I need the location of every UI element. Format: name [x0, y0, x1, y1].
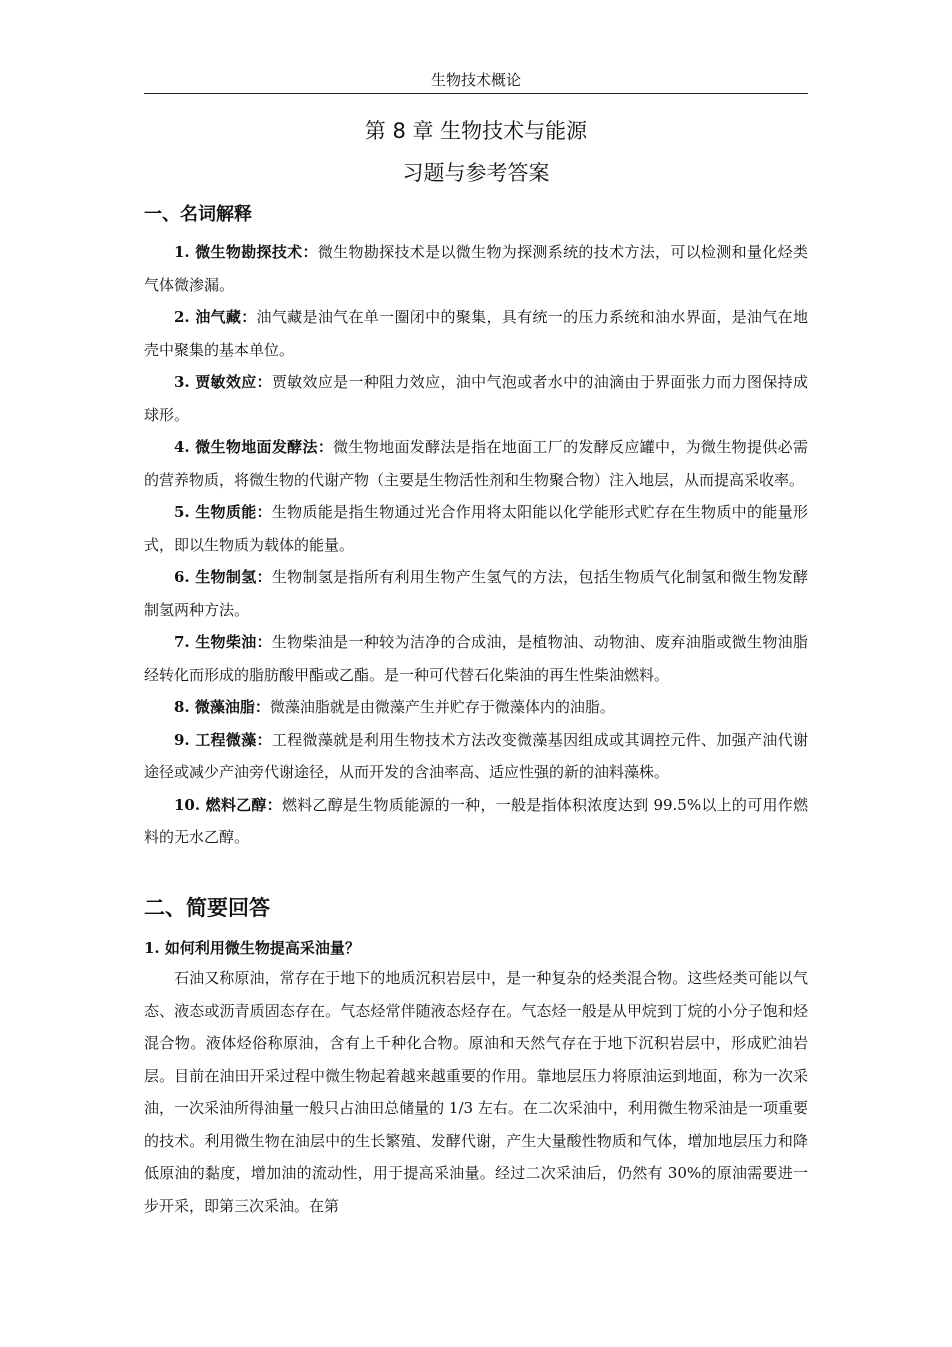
section-heading-short-answers: 二、简要回答 [144, 896, 270, 920]
definition-item [144, 626, 808, 691]
definition-term: 9. 工程微藻： [174, 730, 272, 749]
definition-term: 7. 生物柴油： [174, 633, 272, 651]
definition-text: 生物柴油是一种较为洁净的合成油，是植物油、动物油、废弃油脂或微生物油脂经转化而形成的脂肪酸甲酯或乙酯。是一种可代替石化柴油的再生性柴油燃料。 [144, 633, 808, 684]
running-header: 生物技术概论 [430, 71, 521, 89]
definition-item [144, 724, 808, 789]
question-heading: 1. 如何利用微生物提高采油量？ [144, 939, 360, 957]
definition-term: 5. 生物质能： [174, 503, 272, 521]
definition-term: 1. 微生物勘探技术： [174, 243, 318, 261]
definition-term: 2. 油气藏： [174, 308, 257, 326]
definition-text: 生物制氢是指所有利用生物产生氢气的方法，包括生物质气化制氢和微生物发酵制氢两种方法。 [144, 568, 808, 619]
header-rule [144, 93, 808, 94]
definition-item [144, 236, 808, 301]
definition-item [144, 496, 808, 561]
definition-item [144, 431, 808, 496]
chapter-title: 第 8 章 生物技术与能源 [364, 119, 588, 143]
definition-text: 燃料乙醇是生物质能源的一种，一般是指体积浓度达到 99.5%以上的可用作燃料的无水乙醇。 [144, 795, 808, 846]
answer-paragraph: 石油又称原油，常存在于地下的地质沉积岩层中，是一种复杂的烃类混合物。这些烃类可能以气态、液态或沥青质固态存在。气态烃常伴随液态烃存在。气态烃一般是从甲烷到丁烷的小分子饱和烃混合物。液体烃俗称原油，含有上千种化合物。原油和天然气存在于地下沉积岩层中，形成贮油岩层。目前在油田开采过程中微生物起着越来越重要的作用。靠地层压力将原油运到地面，称为一次采油，一次采油所得油量一般只占油田总储量的 1/3 左右。在二次采油中，利用微生物采油是一项重要的技术。利用微生物在油层中的生长繁殖、发酵代谢，产生大量酸性物质和气体，增加地层压力和降低原油的黏度，增加油的流动性，用于提高采油量。经过二次采油后，仍然有 30%的原油需要进一步开采，即第三次采油。在第 [144, 969, 808, 1215]
definition-term: 4. 微生物地面发酵法： [174, 438, 334, 456]
definition-item [144, 691, 808, 724]
definition-term: 6. 生物制氢： [174, 568, 272, 586]
definition-item [144, 301, 808, 366]
definition-term: 8. 微藻油脂： [174, 698, 270, 716]
definition-text: 微生物勘探技术是以微生物为探测系统的技术方法，可以检测和量化烃类气体微渗漏。 [144, 243, 808, 294]
section-heading-definitions: 一、名词解释 [144, 204, 252, 225]
definition-text: 工程微藻就是利用生物技术方法改变微藻基因组成或其调控元件、加强产油代谢途径或减少产油旁代谢途径，从而开发的含油率高、适应性强的新的油料藻株。 [144, 730, 808, 781]
definition-text: 生物质能是指生物通过光合作用将太阳能以化学能形式贮存在生物质中的能量形式，即以生物质为载体的能量。 [144, 503, 808, 554]
definitions-list [144, 236, 808, 854]
definition-term: 10. 燃料乙醇： [174, 795, 282, 814]
definition-item [144, 366, 808, 431]
definition-text: 油气藏是油气在单一圈闭中的聚集，具有统一的压力系统和油水界面，是油气在地壳中聚集的基本单位。 [144, 308, 808, 359]
chapter-subtitle: 习题与参考答案 [402, 161, 550, 185]
definition-text: 微藻油脂就是由微藻产生并贮存于微藻体内的油脂。 [269, 698, 615, 716]
definition-item [144, 561, 808, 626]
definition-item [144, 789, 808, 854]
definition-text: 微生物地面发酵法是指在地面工厂的发酵反应罐中，为微生物提供必需的营养物质，将微生物的代谢产物（主要是生物活性剂和生物聚合物）注入地层，从而提高采收率。 [144, 438, 808, 489]
definition-term: 3. 贾敏效应： [174, 373, 272, 391]
definition-text: 贾敏效应是一种阻力效应，油中气泡或者水中的油滴由于界面张力而力图保持成球形。 [144, 373, 808, 424]
